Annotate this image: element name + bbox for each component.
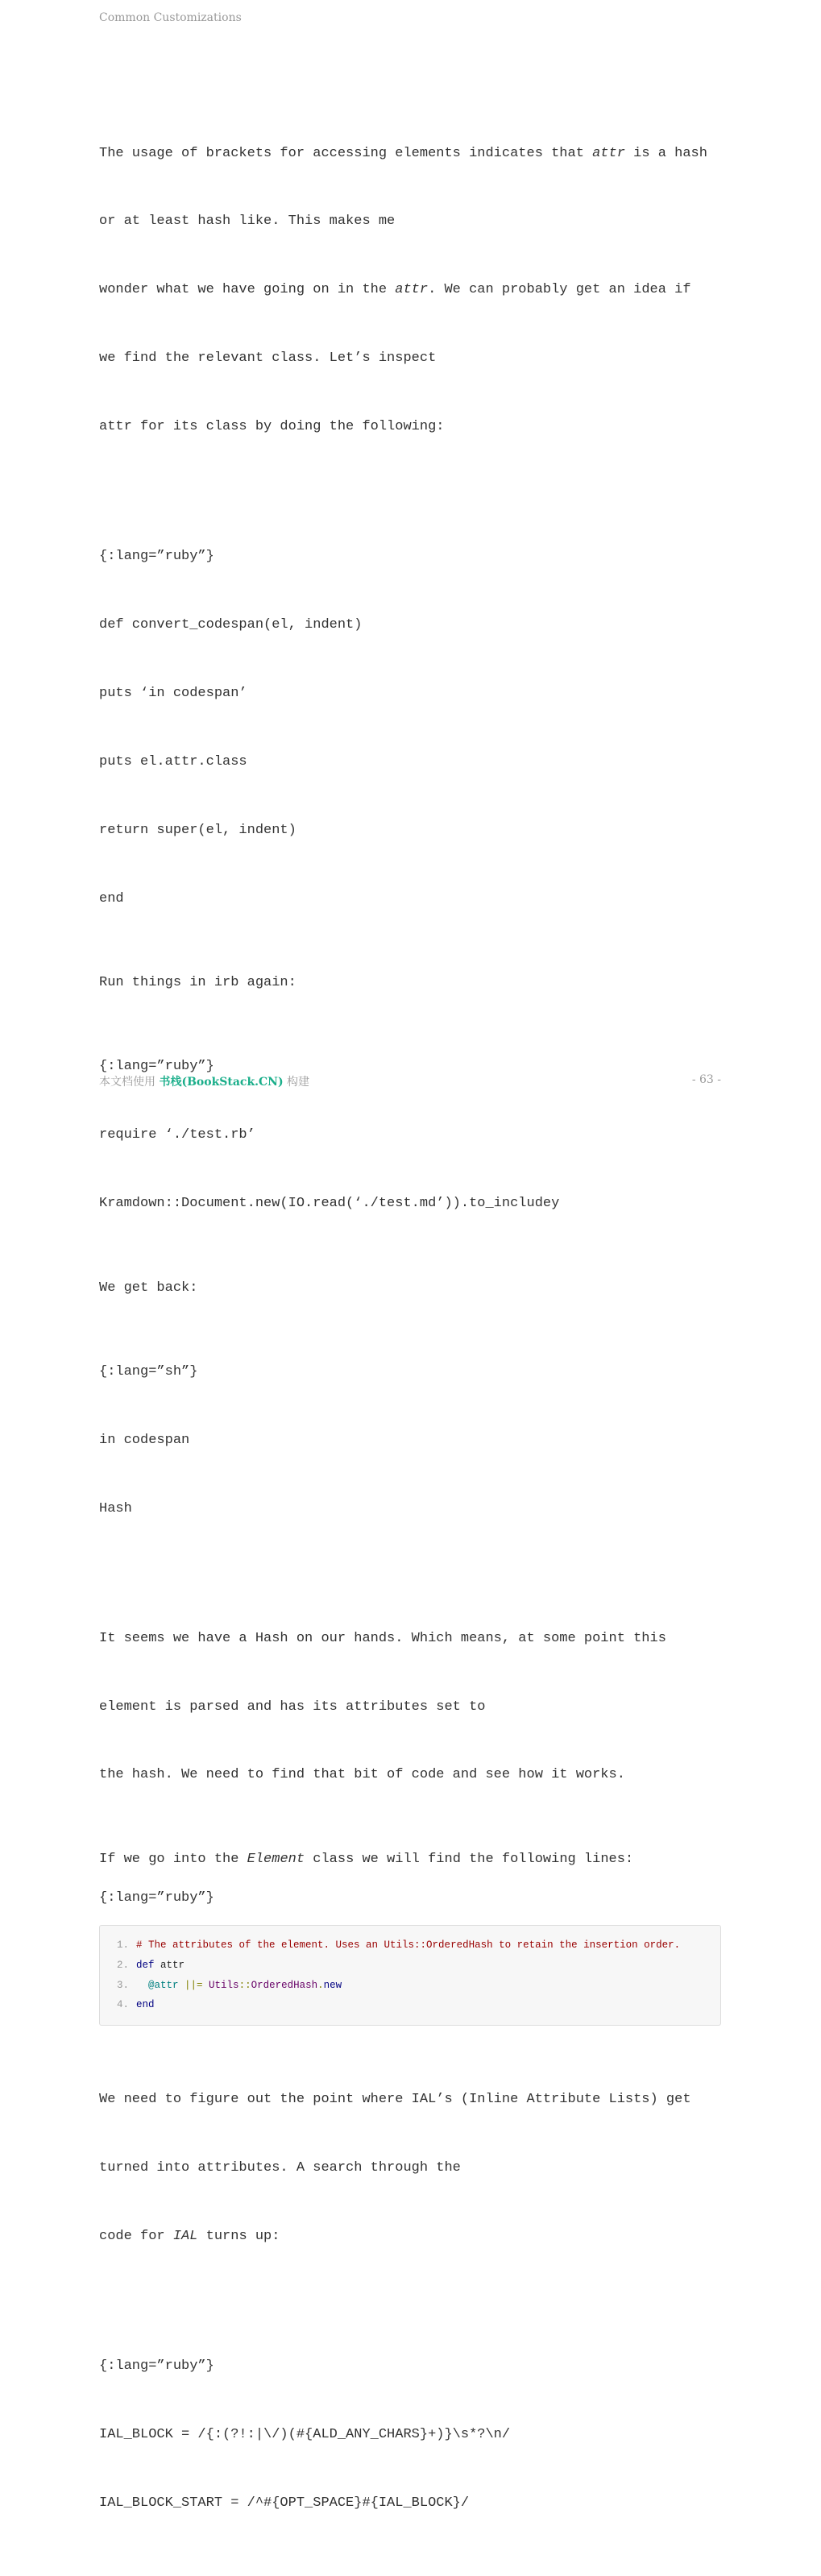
paragraph-ial: [99, 2043, 721, 2294]
footer-text: 构建: [283, 1076, 310, 1089]
text-line: attr for its class by doing the following:: [99, 419, 445, 435]
code-line: {:lang=”ruby”}: [99, 549, 214, 565]
text-line: turned into attributes. A search through the: [99, 2160, 461, 2176]
emphasis: attr: [592, 145, 625, 161]
paragraph-attr-hash: [99, 97, 721, 484]
line-number: 4.: [116, 1999, 129, 2011]
text-span: class we will find the following lines:: [305, 1851, 634, 1867]
text-line: It seems we have a Hash on our hands. Which means, at some point this: [99, 1630, 666, 1646]
code-line: puts el.attr.class: [99, 753, 247, 769]
text-span: turns up:: [197, 2229, 280, 2245]
text-span: The usage of brackets for accessing elements indicates that: [99, 145, 593, 161]
code-line: end: [99, 890, 124, 906]
paragraph-run-irb: Run things in irb again:: [99, 974, 296, 990]
paragraph-get-back: We get back:: [99, 1280, 198, 1296]
code-comment: # The attributes of the element. Uses an Utils::OrderedHash to retain the insertion order.: [136, 1939, 681, 1952]
page-content: [99, 97, 721, 2576]
code-line: Hash: [99, 1500, 132, 1516]
code-line: {:lang=”ruby”}: [99, 2358, 214, 2375]
text-span: code for: [99, 2229, 173, 2245]
line-number: 1.: [116, 1939, 129, 1952]
line-number: 3.: [116, 1979, 129, 1991]
code-scope-operator: ::: [238, 1979, 251, 1991]
code-block: [99, 1925, 721, 2025]
line-number: 2.: [116, 1960, 129, 1972]
code-line: puts ‘in codespan’: [99, 685, 247, 701]
text-span: is a hash: [624, 145, 707, 161]
text-span: wonder what we have going on in the: [99, 282, 396, 298]
emphasis: Element: [247, 1851, 305, 1867]
code-line: require ‘./test.rb’: [99, 1127, 255, 1143]
footer-credit: [99, 1073, 309, 1089]
text-span: If we go into the: [99, 1851, 247, 1867]
text-line: element is parsed and has its attributes set to: [99, 1699, 486, 1715]
paragraph-element-class: [99, 1848, 721, 1871]
code-line: Kramdown::Document.new(IO.read(‘./test.md’)).to_includey: [99, 1196, 560, 1212]
code-line: {:lang=”sh”}: [99, 1363, 198, 1379]
code-constant: OrderedHash: [251, 1979, 318, 1991]
code-paragraph-convert-codespan: [99, 500, 721, 956]
page-number: - 63 -: [691, 1073, 721, 1086]
code-paragraph-ial-block: [99, 2310, 721, 2561]
code-method: new: [323, 1979, 342, 1991]
text-line: We need to figure out the point where IAL’s (Inline Attribute Lists) get: [99, 2092, 691, 2108]
code-line: IAL_BLOCK_START = /^#{OPT_SPACE}#{IAL_BLOCK}/: [99, 2495, 470, 2511]
running-header: Common Customizations: [99, 11, 242, 24]
code-line: in codespan: [99, 1432, 190, 1448]
emphasis: IAL: [172, 2229, 198, 2245]
code-line: return super(el, indent): [99, 822, 296, 838]
code-indent: [136, 1976, 148, 1996]
bookstack-link[interactable]: 书栈(BookStack.CN): [159, 1076, 284, 1089]
code-paragraph-output: [99, 1315, 721, 1566]
footer-text: 本文档使用: [99, 1076, 160, 1089]
text-line: we find the relevant class. Let’s inspect: [99, 351, 437, 367]
code-instance-variable: @attr: [148, 1979, 179, 1991]
code-keyword: end: [136, 1999, 155, 2011]
code-block-line: [100, 1995, 720, 2015]
text-line: the hash. We need to find that bit of code and see how it works.: [99, 1767, 625, 1783]
code-keyword: def: [136, 1960, 155, 1972]
code-block-line: [100, 1976, 720, 1996]
code-block-line: [100, 1935, 720, 1956]
code-paragraph-require: [99, 1010, 721, 1261]
code-constant: Utils: [202, 1979, 239, 1991]
code-block-line: [100, 1956, 720, 1976]
code-operator: ||=: [178, 1979, 203, 1991]
code-line: IAL_BLOCK = /{:(?!:|\/)(#{ALD_ANY_CHARS}+)}\s*?\n/: [99, 2427, 511, 2443]
code-lang-marker: {:lang=”ruby”}: [99, 1889, 214, 1906]
paragraph-hash-on-hands: [99, 1582, 721, 1832]
code-dot: .: [317, 1979, 324, 1991]
code-line: def convert_codespan(el, indent): [99, 617, 363, 633]
text-span: . We can probably get an idea if: [428, 282, 691, 298]
text-line: or at least hash like. This makes me: [99, 214, 396, 230]
emphasis: attr: [395, 282, 429, 298]
code-identifier: attr: [154, 1960, 185, 1972]
code-line: {:lang=”ruby”}: [99, 1059, 214, 1075]
